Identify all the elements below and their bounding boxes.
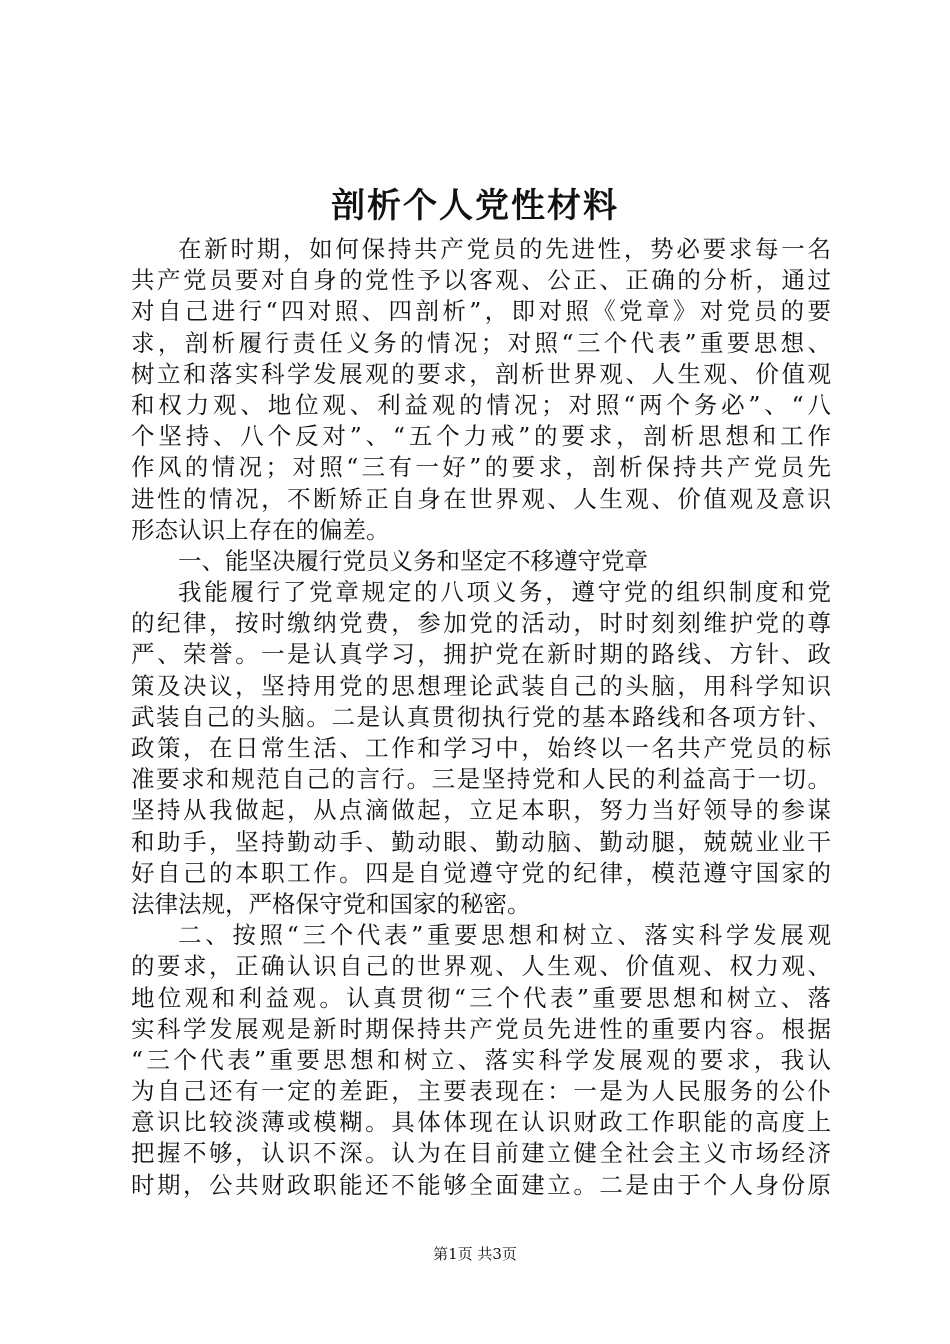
text-line: 我能履行了党章规定的八项义务，遵守党的组织制度和党 xyxy=(178,578,831,607)
text-line: 政策，在日常生活、工作和学习中，始终以一名共产党员的标 xyxy=(131,734,831,762)
page-number-footer: 第1页 共3页 xyxy=(433,1245,517,1263)
text-line: 作风的情况；对照“三有一好”的要求，剖析保持共产党员先 xyxy=(131,453,831,482)
text-line: 好自己的本职工作。四是自觉遵守党的纪律，模范遵守国家的 xyxy=(131,858,831,887)
text-line: 策及决议，坚持用党的思想理论武装自己的头脑，用科学知识 xyxy=(131,671,831,700)
text-line: 个坚持、八个反对”、“五个力戒”的要求，剖析思想和工作 xyxy=(131,422,831,451)
text-line: 实科学发展观是新时期保持共产党员先进性的重要内容。根据 xyxy=(131,1014,831,1043)
text-line: 形态认识上存在的偏差。 xyxy=(131,515,390,544)
text-line: 意识比较淡薄或模糊。具体体现在认识财政工作职能的高度上 xyxy=(131,1108,831,1137)
text-line: 准要求和规范自己的言行。三是坚持党和人民的利益高于一切。 xyxy=(131,765,831,794)
text-line: 的纪律，按时缴纳党费，参加党的活动，时时刻刻维护党的尊 xyxy=(131,609,831,638)
text-line: 坚持从我做起，从点滴做起，立足本职，努力当好领导的参谋 xyxy=(131,796,831,825)
document-body xyxy=(131,234,831,1201)
text-line: 为自己还有一定的差距，主要表现在：一是为人民服务的公仆 xyxy=(131,1077,831,1106)
text-line: 严、荣誉。一是认真学习，拥护党在新时期的路线、方针、政 xyxy=(131,640,831,669)
text-line: 进性的情况，不断矫正自身在世界观、人生观、价值观及意识 xyxy=(131,484,831,513)
text-line: 求，剖析履行责任义务的情况；对照“三个代表”重要思想、 xyxy=(131,328,831,357)
text-line: 和助手，坚持勤动手、勤动眼、勤动脑、勤动腿，兢兢业业干 xyxy=(131,827,831,856)
text-line: 和权力观、地位观、利益观的情况；对照“两个务必”、“八 xyxy=(131,390,831,419)
text-line: 时期，公共财政职能还不能够全面建立。二是由于个人身份原 xyxy=(131,1170,831,1199)
text-line: 树立和落实科学发展观的要求，剖析世界观、人生观、价值观 xyxy=(131,359,831,388)
text-line: 地位观和利益观。认真贯彻“三个代表”重要思想和树立、落 xyxy=(131,983,831,1012)
text-line: 把握不够，认识不深。认为在目前建立健全社会主义市场经济 xyxy=(131,1139,831,1168)
text-line: 二、按照“三个代表”重要思想和树立、落实科学发展观 xyxy=(178,921,831,950)
text-line: 对自己进行“四对照、四剖析”，即对照《党章》对党员的要 xyxy=(131,297,831,326)
text-line: 的要求，正确认识自己的世界观、人生观、价值观、权力观、 xyxy=(131,952,831,981)
text-line: 武装自己的头脑。二是认真贯彻执行党的基本路线和各项方针、 xyxy=(131,702,831,731)
text-line: 在新时期，如何保持共产党员的先进性，势必要求每一名 xyxy=(178,235,831,263)
text-line: 共产党员要对自身的党性予以客观、公正、正确的分析，通过 xyxy=(131,266,831,295)
text-line: “三个代表”重要思想和树立、落实科学发展观的要求，我认 xyxy=(131,1045,831,1074)
text-line: 法律法规，严格保守党和国家的秘密。 xyxy=(131,889,531,918)
document-title: 剖析个人党性材料 xyxy=(331,186,619,226)
text-line: 一、能坚决履行党员义务和坚定不移遵守党章 xyxy=(178,546,648,575)
